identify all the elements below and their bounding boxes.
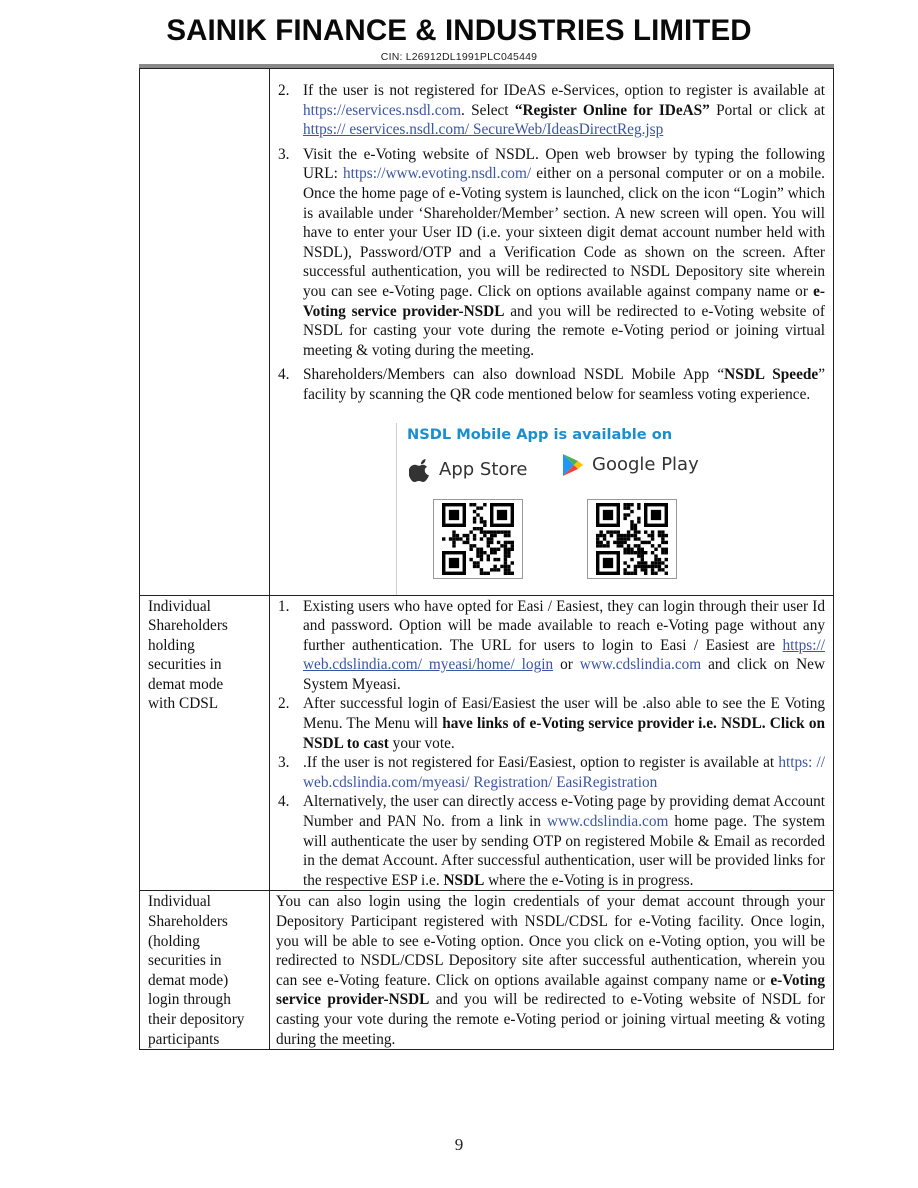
item-number: 2.: [278, 82, 290, 99]
link-cdsl-myeasi-login[interactable]: https:// web.cdslindia.com/ myeasi/home/ login: [303, 636, 825, 674]
list-item: [276, 753, 825, 792]
list-item: [276, 597, 825, 695]
text: or: [553, 656, 580, 674]
bold-text: e-Voting service provider-NSDL: [303, 282, 825, 320]
text: and you will be redirected to e-Voting website of NSDL for casting your vote during the remote e-Voting period or joining virtual meeting & voting during the meeting.: [276, 991, 825, 1048]
table-row-cdsl: [140, 595, 834, 891]
label-line: participants: [148, 1030, 220, 1048]
item-number: 1.: [278, 597, 290, 615]
label-line: holding: [148, 636, 195, 654]
bold-text: have links of e-Voting service provider i.e. NSDL. Click on NSDL to cast: [303, 715, 825, 752]
item-number: 3.: [278, 145, 290, 163]
text: either on a personal computer or on a mobile. Once the home page of e-Voting system is launched, click on the icon “Login” which is available under ‘Shareholder/Member’ section. A new screen will open. You will have to enter your User ID (i.e. your sixteen digit demat account number held with NSDL), Password/OTP and a Verification Code as shown on the screen. After successful authentication, you will be redirected to NSDL Depository site wherein you can see e-Voting page. Click on options available against company name or: [303, 165, 825, 300]
app-store-label: App Store: [439, 458, 528, 480]
list-item: [276, 792, 825, 890]
label-line: Individual: [148, 597, 211, 615]
text: Portal or click at: [709, 101, 825, 119]
item-number: 4.: [278, 793, 290, 811]
bold-text: NSDL: [443, 871, 485, 889]
evoting-login-table: [139, 68, 834, 1050]
google-play-badge[interactable]: [562, 453, 699, 477]
company-name: SAINIK FINANCE & INDUSTRIES LIMITED: [166, 14, 752, 47]
bold-text: NSDL Speede: [724, 366, 819, 384]
label-line: login through: [148, 991, 231, 1009]
nsdl-app-banner: [396, 423, 709, 595]
label-line: demat mode: [148, 675, 224, 693]
table-row-depository-participants: [140, 891, 834, 1050]
link-ideas-direct-reg[interactable]: https:// eservices.nsdl.com/ SecureWeb/IdeasDirectReg.jsp: [303, 121, 664, 139]
label-line: Shareholders: [148, 617, 228, 635]
link-easi-registration[interactable]: https: // web.cdslindia.com/myeasi/ Registration/ EasiRegistration: [303, 754, 826, 791]
text: .If the user is not registered for Easi/Easiest, option to register is available at: [303, 754, 779, 772]
item-number: 4.: [278, 366, 290, 384]
text: home page. The system will authenticate the user by sending OTP on registered Mobile & Email as recorded in the demat Account. After successful authentication, user will be provided links for the respective ESP i.e.: [303, 813, 825, 889]
text: If the user is not registered for IDeAS e-Services, option to register is available at: [303, 82, 825, 99]
row-label-cell: [140, 595, 270, 891]
page-number: 9: [454, 1135, 464, 1154]
text: your vote.: [388, 734, 455, 752]
text: and click on New System Myeasi.: [303, 656, 825, 693]
text: . Select: [461, 101, 515, 119]
label-line: with CDSL: [148, 695, 219, 713]
list-item: [276, 365, 825, 404]
list-item: [276, 145, 825, 361]
label-line: their depository: [148, 1010, 245, 1028]
label-line: demat mode): [148, 971, 229, 989]
text: where the e-Voting is in progress.: [484, 871, 694, 889]
app-banner-title: NSDL Mobile App is available on: [407, 425, 673, 443]
cin-number: CIN: L26912DL1991PLC045449: [380, 51, 538, 63]
text: You can also login using the login credentials of your demat account through your Depository Participant registered with NSDL/CDSL for e-Voting facility. Once login, you will be able to see e-Voting option. Once you click on e-Voting option, you will be redirected to NSDL/CDSL Depository site after successful authentication, wherein you can see e-Voting feature. Click on options available against company name or: [276, 893, 825, 989]
text: Shareholders/Members can also download NSDL Mobile App “: [303, 366, 725, 384]
text: After successful login of Easi/Easiest the user will be .also able to see the E Voting Menu. The Menu will: [303, 695, 825, 733]
label-line: securities in: [148, 952, 222, 970]
label-line: Individual: [148, 893, 211, 911]
app-store-qr-code: [433, 499, 523, 579]
bold-text: e-Voting service provider-NSDL: [276, 971, 825, 1009]
row-content-cell: [270, 595, 834, 891]
row-content-cell: [270, 891, 834, 1050]
link-cdslindia-home[interactable]: www.cdslindia.com: [547, 813, 669, 831]
row-label-cell: [140, 891, 270, 1050]
text: and you will be redirected to e-Voting website of NSDL for casting your vote during the remote e-Voting period or joining virtual meeting & voting during the meeting.: [303, 302, 825, 359]
link-evoting-nsdl[interactable]: https://www.evoting.nsdl.com/: [343, 165, 532, 183]
google-play-icon: [562, 453, 584, 477]
item-number: 2.: [278, 695, 290, 713]
item-number: 3.: [278, 754, 290, 772]
label-line: Shareholders: [148, 913, 228, 930]
google-play-qr-code: [587, 499, 677, 579]
apple-logo-icon: [409, 457, 433, 483]
row-content-cell: [270, 69, 834, 596]
list-item: [276, 694, 825, 753]
bold-text: “Register Online for IDeAS”: [514, 101, 710, 119]
row-label-cell: [140, 69, 270, 596]
label-line: securities in: [148, 656, 222, 674]
link-eservices[interactable]: https://eservices.nsdl.com: [303, 101, 462, 119]
table-row-nsdl-continued: [140, 69, 834, 596]
list-item: [276, 81, 825, 140]
link-cdslindia[interactable]: www.cdslindia.com: [579, 656, 702, 674]
text: ” facility by scanning the QR code mentioned below for seamless voting experience.: [303, 366, 825, 403]
text: Existing users who have opted for Easi / Easiest, they can login through their user Id and password. Option will be made available to reach e-Voting page without any further authentication. The URL for users to login to Easi / Easiest are: [303, 597, 825, 654]
app-store-badge[interactable]: [409, 457, 527, 483]
text: Visit the e-Voting website of NSDL. Open web browser by typing the following URL:: [303, 145, 825, 183]
google-play-label: Google Play: [592, 453, 699, 475]
text: Alternatively, the user can directly access e-Voting page by providing demat Account Number and PAN No. from a link in: [303, 793, 825, 831]
label-line: (holding: [148, 932, 200, 950]
